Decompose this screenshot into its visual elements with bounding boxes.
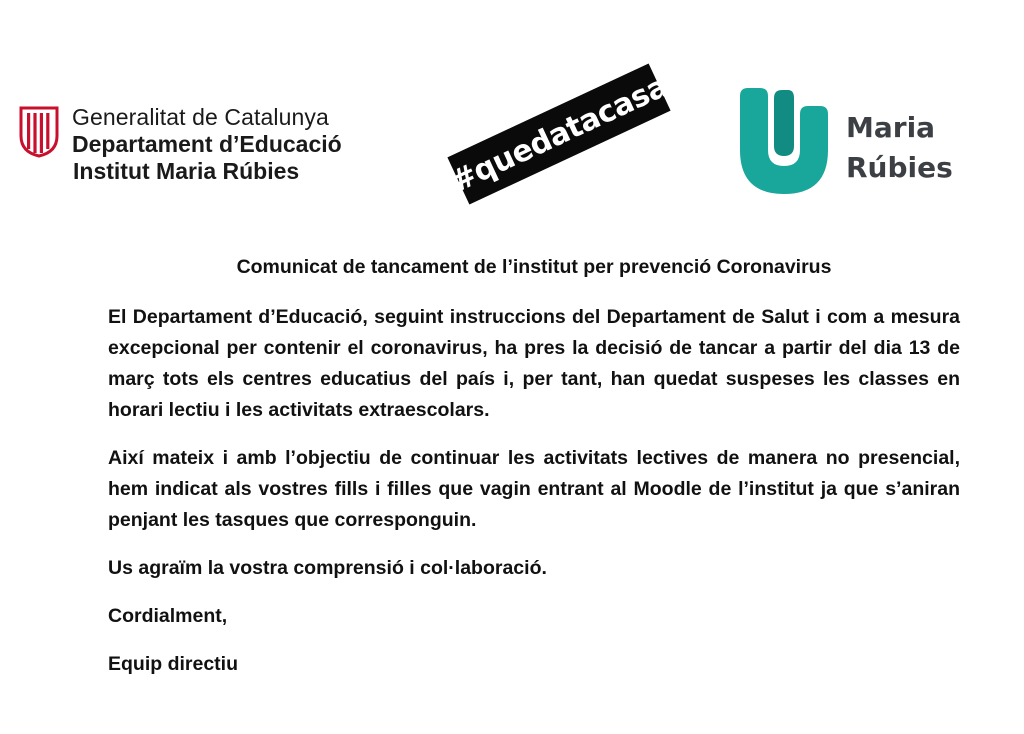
- hashtag-text: #quedatacasa: [445, 68, 673, 200]
- closing: Cordialment,: [108, 605, 228, 627]
- document-title: Comunicat de tancament de l’institut per prevenció Coronavirus: [236, 256, 832, 278]
- generalitat-emblem-icon: [18, 106, 60, 158]
- paragraph-thanks: Us agraïm la vostra comprensió i col·laboració.: [108, 557, 547, 579]
- letter-body: [108, 254, 960, 697]
- generalitat-name: Generalitat de Catalunya: [72, 104, 329, 130]
- paragraph-closure: El Departament d’Educació, seguint instruccions del Departament de Salut i com a mesura excepcional per contenir el coronavirus, ha pres la decisió de tancar a partir del dia 13 de març tots els centres educatius del país i, per tant, han quedat suspeses les classes en horari lectiu i les activitats extraescolars.: [108, 306, 960, 421]
- school-logo-line1: Maria: [846, 111, 936, 144]
- hashtag-banner: [445, 64, 673, 205]
- letterhead: [0, 0, 1024, 230]
- school-logo: [736, 84, 976, 200]
- institute-name: Institut Maria Rúbies: [73, 158, 300, 184]
- school-logo-line2: Rúbies: [846, 151, 953, 184]
- department-name: Departament d’Educació: [72, 131, 342, 157]
- generalitat-logo: [18, 104, 378, 194]
- paragraph-moodle: Així mateix i amb l’objectiu de continuar les activitats lectives de manera no presencial, hem indicat als vostres fills i filles que vagin entrant al Moodle de l’institut ja que s’aniran penjant les tasques que corresponguin.: [108, 447, 960, 531]
- signature: Equip directiu: [108, 653, 239, 675]
- school-logo-mark-icon: [736, 84, 836, 198]
